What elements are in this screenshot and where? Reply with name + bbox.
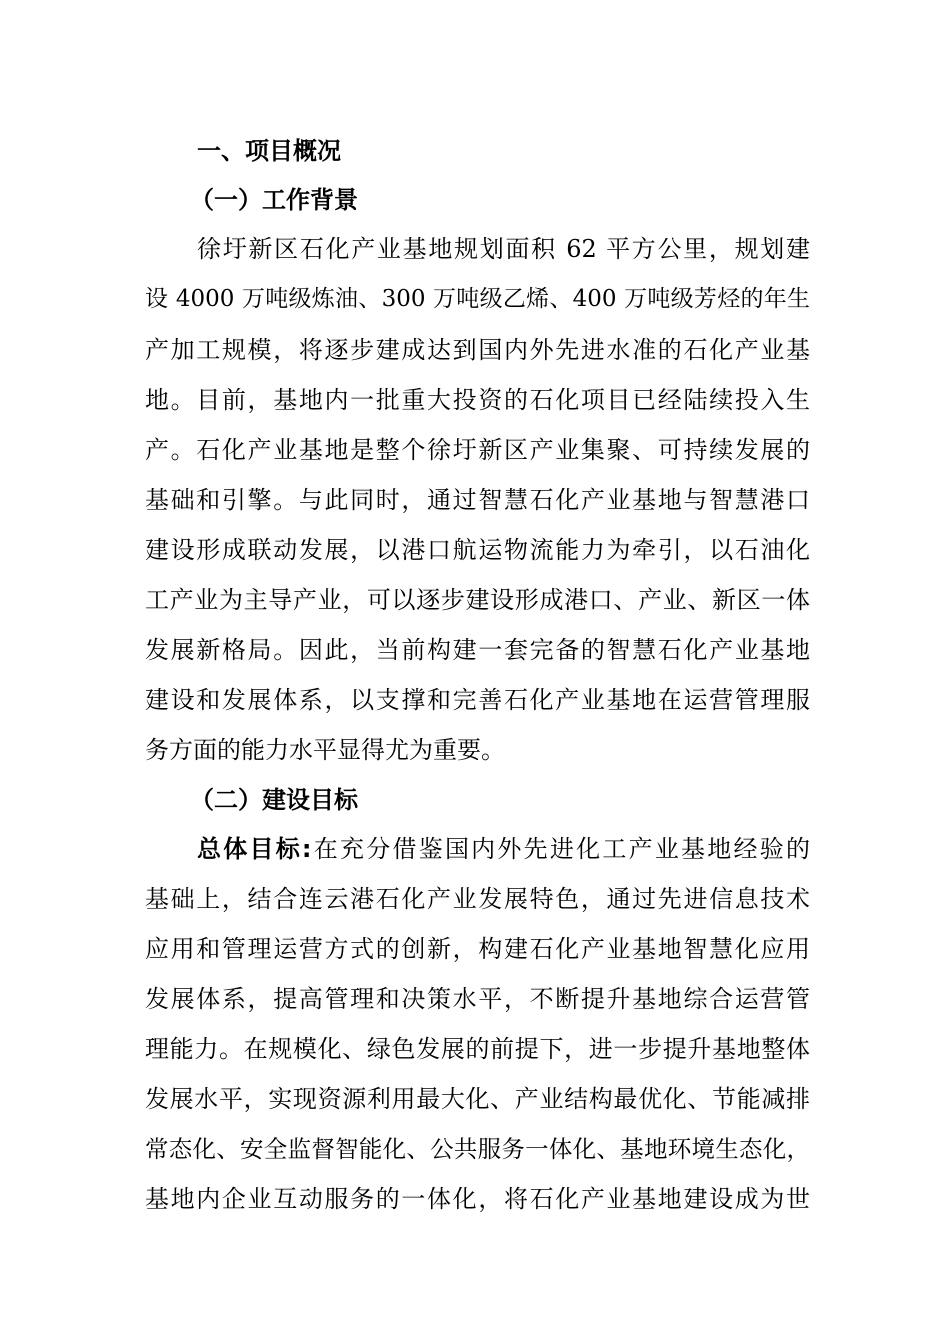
- paragraph-line: 理能力。在规模化、绿色发展的前提下，进一步提升基地整体: [145, 1035, 810, 1063]
- paragraph-line: 常态化、安全监督智能化、公共服务一体化、基地环境生态化，: [145, 1135, 810, 1163]
- paragraph-line: 产加工规模，将逐步建成达到国内外先进水准的石化产业基: [145, 336, 810, 364]
- overall-goal-label: 总体目标:: [197, 835, 312, 863]
- paragraph-line: 基地内企业互动服务的一体化，将石化产业基地建设成为世: [145, 1185, 810, 1213]
- paragraph-line: 地。目前，基地内一批重大投资的石化项目已经陆续投入生: [145, 386, 810, 414]
- subsection-heading-goals: （二）建设目标: [190, 786, 358, 814]
- paragraph-line: 建设形成联动发展，以港口航运物流能力为牵引，以石油化: [145, 536, 810, 564]
- paragraph-line: 建设和发展体系，以支撑和完善石化产业基地在运营管理服: [145, 686, 810, 714]
- paragraph-line: 产。石化产业基地是整个徐圩新区产业集聚、可持续发展的: [145, 436, 810, 464]
- paragraph-line: 务方面的能力水平显得尤为重要。: [145, 736, 505, 764]
- paragraph-line: 基础和引擎。与此同时，通过智慧石化产业基地与智慧港口: [145, 486, 810, 514]
- paragraph-line: 发展新格局。因此，当前构建一套完备的智慧石化产业基地: [145, 636, 810, 664]
- paragraph-line: 工产业为主导产业，可以逐步建设形成港口、产业、新区一体: [145, 586, 810, 614]
- paragraph-line: 基础上，结合连云港石化产业发展特色，通过先进信息技术: [145, 885, 810, 913]
- subsection-heading-background: （一）工作背景: [190, 186, 358, 214]
- paragraph-line-lead: [197, 833, 810, 865]
- paragraph-line: 发展体系，提高管理和决策水平，不断提升基地综合运营管: [145, 985, 810, 1013]
- section-heading-project-overview: 一、项目概况: [197, 137, 341, 165]
- paragraph-line: 设 4000 万吨级炼油、300 万吨级乙烯、400 万吨级芳烃的年生: [145, 286, 810, 312]
- overall-goal-text: 在充分借鉴国内外先进化工产业基地经验的: [311, 835, 810, 863]
- paragraph-line: 徐圩新区石化产业基地规划面积 62 平方公里，规划建: [197, 235, 810, 263]
- paragraph-line: 应用和管理运营方式的创新，构建石化产业基地智慧化应用: [145, 935, 810, 963]
- paragraph-line: 发展水平，实现资源利用最大化、产业结构最优化、节能减排: [145, 1085, 810, 1113]
